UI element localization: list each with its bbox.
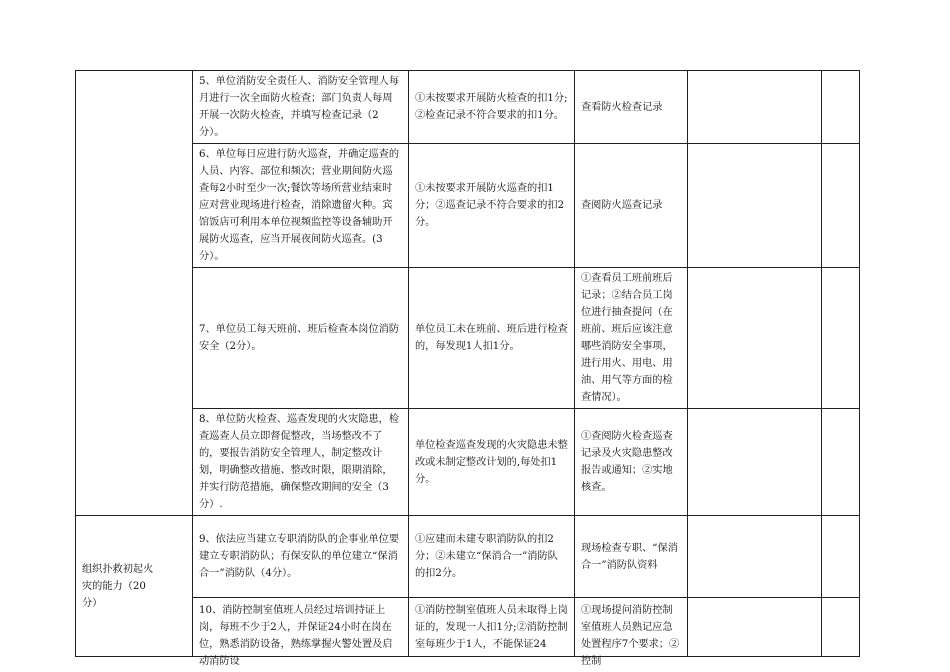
method-text: ①现场提问消防控制室值班人员熟记应急处置程序7个要求；②控制 xyxy=(581,605,680,667)
deduction-cell xyxy=(409,516,575,598)
deduction-text: ①应建而未建专职消防队的扣2分；②未建立“保消合一”消防队的扣2分。 xyxy=(415,534,558,579)
fire-safety-assessment-table xyxy=(75,70,860,667)
deduction-text: ①消防控制室值班人员未取得上岗证的，发现一人扣1分;②消防控制室每班少于1人，不能保证24 xyxy=(415,605,568,650)
method-cell xyxy=(575,516,688,598)
deduction-text: ①未按要求开展防火巡查的扣1分；②巡查记录不符合要求的扣2分。 xyxy=(415,183,565,228)
table-row xyxy=(76,268,860,409)
score-cell xyxy=(688,144,822,268)
score-cell xyxy=(688,409,822,516)
deduction-text: ①未按要求开展防火检查的扣1分;②检查记录不符合要求的扣1分。 xyxy=(415,93,568,121)
score-cell xyxy=(688,516,822,598)
content-text: 7、单位员工每天班前、班后检查本岗位消防安全（2分）。 xyxy=(199,324,400,352)
deduction-text: 单位检查巡查发现的火灾隐患未整改或未制定整改计划的,每处扣1分。 xyxy=(415,439,568,485)
section-label: 组织扑救初起火灾的能力（20分） xyxy=(82,563,154,609)
table-row xyxy=(76,598,860,657)
content-text: 9、依法应当建立专职消防队的企事业单位要建立专职消防队；有保安队的单位建立“保消合一”消防队（4分）。 xyxy=(199,534,400,579)
content-text: 10、消防控制室值班人员经过培训持证上岗，每班不少于2人，并保证24小时在岗在位，熟悉消防设备，熟练掌握火警处置及启动消防设 xyxy=(199,605,393,667)
method-text: 查看防火检查记录 xyxy=(581,101,663,113)
content-cell xyxy=(193,516,409,598)
method-cell xyxy=(575,598,688,667)
score-cell xyxy=(688,598,822,657)
table-row xyxy=(76,71,860,144)
content-text: 8、单位防火检查、巡查发现的火灾隐患，检查巡查人员立即督促整改，当场整改不了的，要报告消防安全管理人，制定整改计划，明确整改措施、整改时限，限期消除，并实行防范措施，确保整改期间的安全（3分）. xyxy=(199,414,400,510)
deduction-cell xyxy=(409,598,575,657)
remark-cell xyxy=(822,144,860,268)
method-text: 现场检查专职、“保消合一”消防队资料 xyxy=(581,542,678,571)
method-cell xyxy=(575,71,688,144)
content-cell xyxy=(193,144,409,268)
remark-cell xyxy=(822,598,860,657)
deduction-cell xyxy=(409,71,575,144)
deduction-cell xyxy=(409,144,575,268)
remark-cell xyxy=(822,268,860,409)
deduction-cell xyxy=(409,409,575,516)
remark-cell xyxy=(822,71,860,144)
section-cell-blank xyxy=(76,71,193,516)
content-text: 5、单位消防安全责任人、消防安全管理人每月进行一次全面防火检查；部门负责人每周开展一次防火检查，并填写检查记录（2分）。 xyxy=(199,76,400,138)
deduction-text: 单位员工未在班前、班后进行检查的，每发现1人扣1分。 xyxy=(415,324,568,352)
content-cell xyxy=(193,409,409,516)
method-text: ①查阅防火检查巡查记录及火灾隐患整改报告或通知；②实地核查。 xyxy=(581,431,673,493)
method-text: ①查看员工班前班后记录；②结合员工岗位进行抽查提问（在班前、班后应该注意哪些消防安全事项，进行用火、用电、用油、用气等方面的检查情况）。 xyxy=(581,273,673,403)
content-text: 6、单位每日应进行防火巡查，并确定巡查的人员、内容、部位和频次；营业期间防火巡查每2小时至少一次;餐饮等场所营业结束时应对营业现场进行检查，消除遗留火种。宾馆饭店可利用本单位视频监控等设备辅助开展防火巡查，应当开展夜间防火巡查。(3分）。 xyxy=(199,149,400,262)
content-cell xyxy=(193,268,409,409)
method-cell xyxy=(575,144,688,268)
score-cell xyxy=(688,71,822,144)
table-row xyxy=(76,409,860,516)
score-cell xyxy=(688,268,822,409)
table-row xyxy=(76,516,860,598)
table-row xyxy=(76,144,860,268)
content-cell xyxy=(193,71,409,144)
deduction-cell xyxy=(409,268,575,409)
content-cell xyxy=(193,598,409,667)
method-cell xyxy=(575,268,688,409)
remark-cell xyxy=(822,516,860,598)
section-cell-fire-rescue xyxy=(76,516,193,657)
method-cell xyxy=(575,409,688,516)
method-text: 查阅防火巡查记录 xyxy=(581,200,663,211)
remark-cell xyxy=(822,409,860,516)
